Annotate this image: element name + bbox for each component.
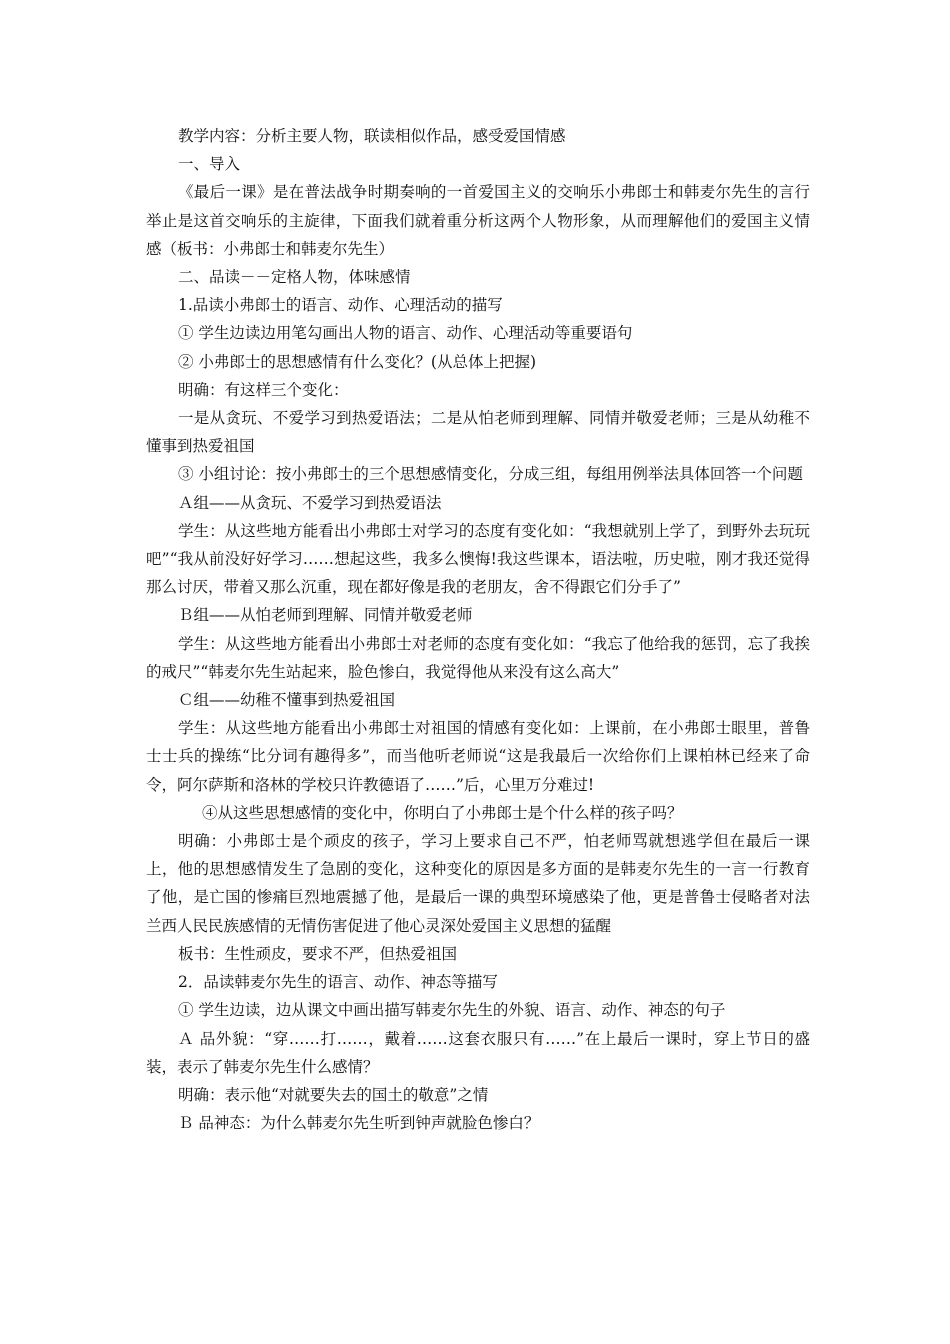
group-c-answer: 学生：从这些地方能看出小弗郎士对祖国的情感有变化如：上课前，在小弗郎士眼里，普鲁士士兵的操练“比分词有趣得多”，而当他听老师说“这是我最后一次给你们上课柏林已经来了命令，阿尔萨斯和洛林的学校只许教德语了……”后，心里万分难过! [146, 719, 810, 794]
paragraph-appearance: Ａ 品外貌：“穿……打……，戴着……这套衣服只有……”在上最后一课时，穿上节日的盛装，表示了韩麦尔先生什么感情？ [146, 1029, 810, 1076]
list-item-2: ② 小弗郎士的思想感情有什么变化？(从总体上把握) [178, 352, 537, 371]
group-a-heading: Ａ组——从贪玩、不爱学习到热爱语法 [178, 493, 442, 512]
paragraph-teaching-content: 教学内容：分析主要人物，联读相似作品，感受爱国情感 [178, 127, 566, 145]
group-b-heading: Ｂ组——从怕老师到理解、同情并敬爱老师 [178, 606, 473, 625]
list-item-hamel-1: ① 学生边读，边从课文中画出描写韩麦尔先生的外貌、语言、动作、神态的句子 [178, 1001, 726, 1020]
list-item-4: ④从这些思想感情的变化中，你明白了小弗郎士是个什么样的孩子吗？ [202, 803, 683, 822]
group-a-answer: 学生：从这些地方能看出小弗郎士对学习的态度有变化如：“我想就别上学了，到野外去玩玩吧”“我从前没好好学习……想起这些，我多么懊悔!我这些课本，语法啦，历史啦，刚才我还觉得那么讨厌，带着又那么沉重，现在都好像是我的老朋友，舍不得跟它们分手了” [146, 521, 810, 597]
paragraph-clarify-1: 明确：有这样三个变化： [178, 380, 349, 399]
subheading-hamel: 2．品读韩麦尔先生的语言、动作、神态等描写 [178, 973, 498, 992]
list-item-1: ① 学生边读边用笔勾画出人物的语言、动作、心理活动等重要语句 [178, 324, 633, 343]
subheading-franz: 1.品读小弗郎士的语言、动作、心理活动的描写 [178, 296, 503, 315]
paragraph-expression: Ｂ 品神态：为什么韩麦尔先生听到钟声就脸色惨白？ [178, 1114, 540, 1133]
paragraph-clarify-3: 明确：表示他“对就要失去的国土的敬意”之情 [178, 1085, 489, 1104]
paragraph-three-changes: 一是从贪玩、不爱学习到热爱语法；二是从怕老师到理解、同情并敬爱老师；三是从幼稚不懂事到热爱祖国 [146, 409, 810, 456]
heading-introduction: 一、导入 [178, 155, 241, 174]
paragraph-introduction: 《最后一课》是在普法战争时期奏响的一首爱国主义的交响乐小弗郎士和韩麦尔先生的言行举止是这首交响乐的主旋律，下面我们就着重分析这两个人物形象，从而理解他们的爱国主义情感（板书：小弗郎士和韩麦尔先生） [146, 183, 810, 258]
heading-reading: 二、品读－－定格人物，体味感情 [178, 268, 411, 287]
group-b-answer: 学生：从这些地方能看出小弗郎士对老师的态度有变化如：“我忘了他给我的惩罚，忘了我挨的戒尺”“韩麦尔先生站起来，脸色惨白，我觉得他从来没有这么高大” [146, 634, 810, 681]
paragraph-clarify-2: 明确：小弗郎士是个顽皮的孩子，学习上要求自己不严，怕老师骂就想逃学但在最后一课上，他的思想感情发生了急剧的变化，这种变化的原因是多方面的是韩麦尔先生的一言一行教育了他，是亡国的惨痛巨烈地震撼了他，是最后一课的典型环境感染了他，更是普鲁士侵略者对法兰西人民民族感情的无情伤害促进了他心灵深处爱国主义思想的猛醒 [146, 832, 810, 935]
group-c-heading: Ｃ组——幼稚不懂事到热爱祖国 [178, 691, 396, 710]
paragraph-board-1: 板书：生性顽皮，要求不严，但热爱祖国 [178, 944, 458, 963]
list-item-3: ③ 小组讨论：按小弗郎士的三个思想感情变化，分成三组，每组用例举法具体回答一个问题 [178, 465, 803, 484]
document-body [146, 122, 810, 1137]
